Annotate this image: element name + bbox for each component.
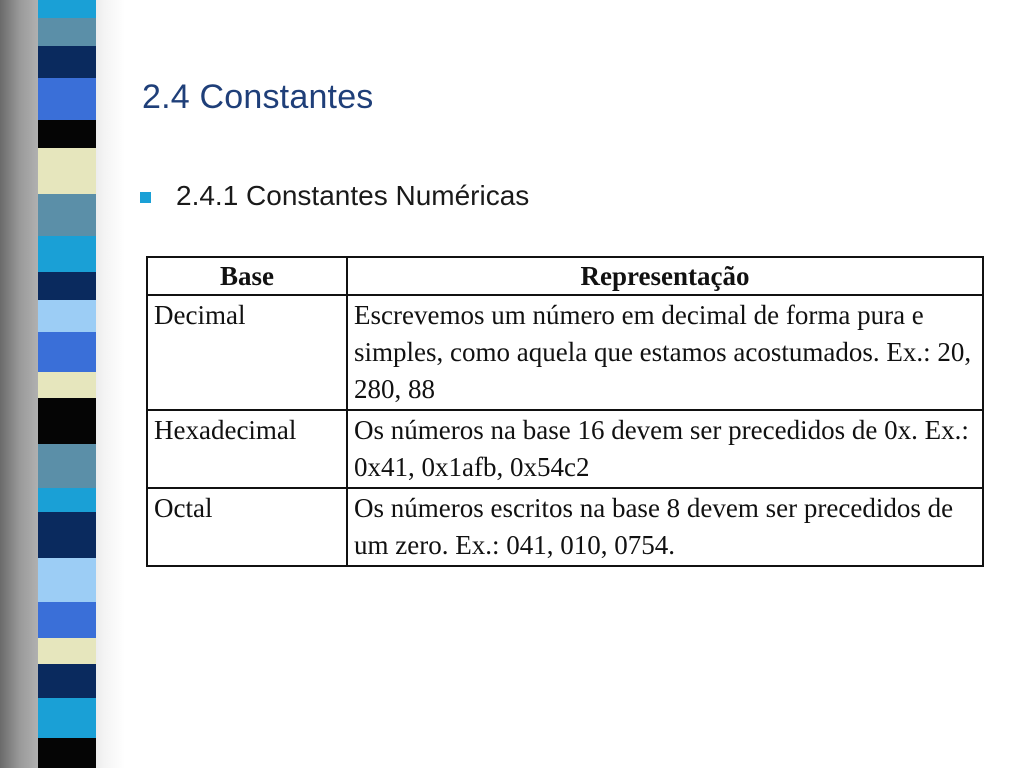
stripe-band: [38, 664, 96, 698]
decorative-stripe: [38, 0, 96, 768]
bullet-text: 2.4.1 Constantes Numéricas: [176, 180, 530, 211]
stripe-band: [38, 0, 96, 18]
cell-base: Hexadecimal: [147, 410, 347, 488]
cell-base: Octal: [147, 488, 347, 566]
header-representation: Representação: [347, 257, 983, 295]
stripe-band: [38, 300, 96, 332]
table-row: [147, 410, 983, 488]
stripe-band: [38, 272, 96, 300]
stripe-band: [38, 602, 96, 638]
cell-representation: Os números na base 16 devem ser precedidos de 0x. Ex.: 0x41, 0x1afb, 0x54c2: [347, 410, 983, 488]
header-base: Base: [147, 257, 347, 295]
stripe-band: [38, 236, 96, 272]
table-row: [147, 295, 983, 410]
stripe-band: [38, 488, 96, 512]
stripe-band: [38, 332, 96, 372]
stripe-band: [38, 444, 96, 488]
cell-representation: Escrevemos um número em decimal de forma pura e simples, como aquela que estamos acostumados. Ex.: 20, 280, 88: [347, 295, 983, 410]
stripe-band: [38, 18, 96, 46]
square-bullet-icon: [140, 192, 151, 203]
stripe-band: [38, 398, 96, 444]
bullet-item: [140, 180, 529, 212]
cell-base: Decimal: [147, 295, 347, 410]
stripe-band: [38, 194, 96, 236]
stripe-band: [38, 698, 96, 738]
cell-representation: Os números escritos na base 8 devem ser precedidos de um zero. Ex.: 041, 010, 0754.: [347, 488, 983, 566]
table-row: [147, 488, 983, 566]
stripe-band: [38, 512, 96, 558]
stripe-band: [38, 372, 96, 398]
table-header-row: [147, 257, 983, 295]
stripe-band: [38, 558, 96, 602]
stripe-band: [38, 78, 96, 120]
slide-title: 2.4 Constantes: [142, 78, 374, 116]
stripe-band: [38, 738, 96, 768]
stripe-band: [38, 638, 96, 664]
stripe-band: [38, 120, 96, 148]
stripe-band: [38, 46, 96, 78]
constants-table: [146, 256, 984, 567]
stripe-band: [38, 148, 96, 194]
